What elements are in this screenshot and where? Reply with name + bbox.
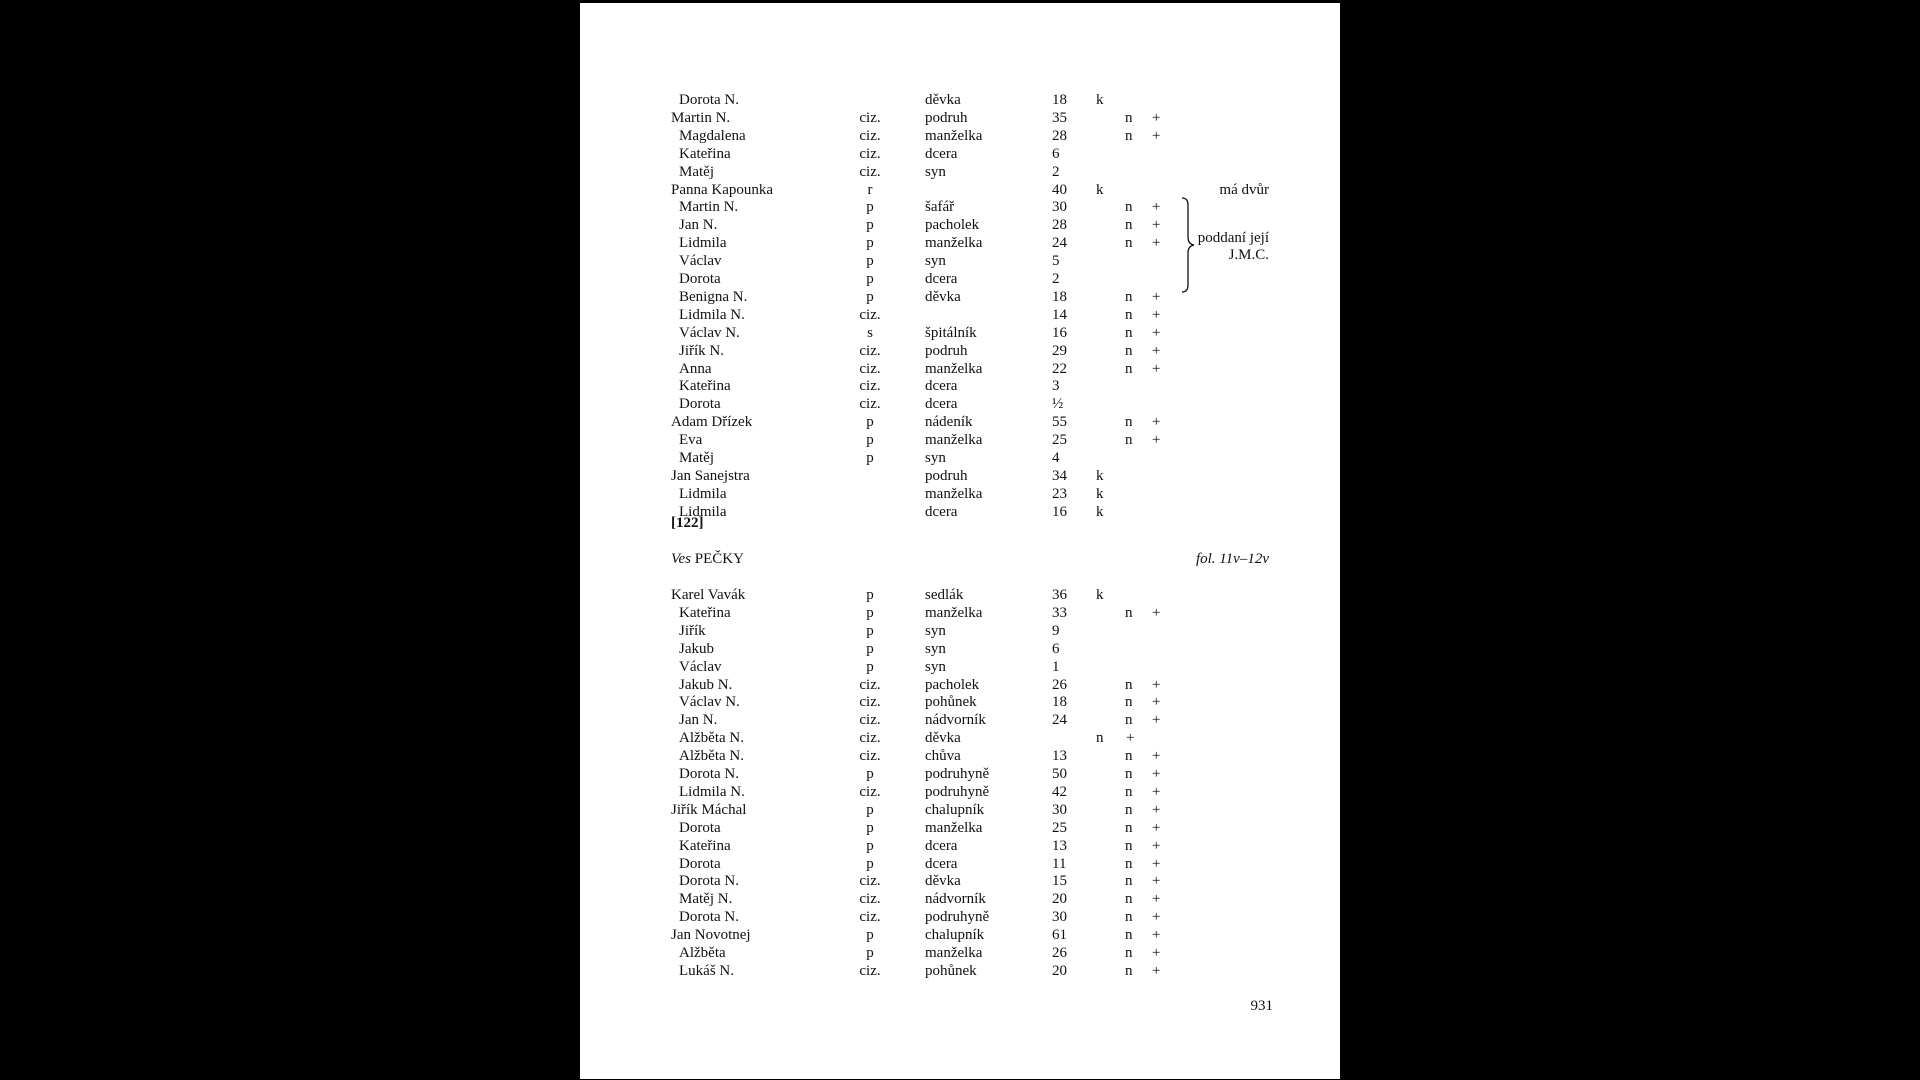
table-row: [580, 360, 1340, 378]
n-mark: +: [1126, 730, 1135, 747]
status-code-text: ciz.: [859, 694, 881, 711]
table-row: [580, 944, 1340, 962]
status-code-text: ciz.: [859, 962, 881, 979]
status-code-text: p: [866, 622, 874, 639]
status-code-text: p: [866, 288, 874, 305]
person-name: Václav N.: [679, 694, 740, 711]
n-mark: n: [1125, 127, 1133, 144]
village-name: PEČKY: [694, 551, 744, 567]
table-row: [580, 819, 1340, 837]
brace-note-line-2: J.M.C.: [1228, 247, 1269, 263]
plus-mark: +: [1152, 891, 1161, 908]
status-code-text: ciz.: [859, 396, 881, 413]
role: manželka: [925, 945, 983, 961]
plus-mark: +: [1152, 288, 1161, 305]
table-row: [580, 908, 1340, 926]
role: pohůnek: [925, 694, 977, 711]
person-name: Jan Sanejstra: [671, 467, 750, 484]
plus-mark: +: [1152, 432, 1161, 449]
status-code-text: p: [866, 217, 874, 234]
role: nádvorník: [925, 712, 986, 729]
age: 18: [1052, 288, 1067, 305]
row-note: má dvůr: [1219, 181, 1269, 198]
n-mark: n: [1125, 324, 1133, 341]
role: dcera: [925, 855, 958, 872]
role: syn: [925, 450, 946, 466]
person-name: Kateřina: [679, 837, 731, 854]
table-row: [580, 962, 1340, 980]
age: 40: [1052, 181, 1067, 198]
status-code-text: p: [866, 604, 874, 621]
village-heading: [580, 550, 1340, 568]
status-code-text: p: [866, 819, 874, 836]
person-name: Matěj: [679, 163, 714, 180]
person-name: Jiřík Máchal: [671, 801, 747, 818]
age: ½: [1052, 396, 1064, 413]
status-code-text: p: [866, 837, 874, 854]
status-code-text: p: [866, 199, 874, 216]
person-name: Dorota: [679, 271, 721, 287]
plus-mark: +: [1152, 819, 1161, 836]
age: 18: [1052, 92, 1067, 108]
table-row: [580, 270, 1340, 288]
role: podruh: [925, 342, 968, 359]
age: 30: [1052, 909, 1067, 926]
folio-reference: fol. 11v–12v: [1195, 551, 1269, 567]
role: manželka: [925, 604, 983, 621]
role: chůva: [925, 748, 961, 765]
plus-mark: +: [1152, 837, 1161, 854]
role: nádvorník: [925, 891, 986, 908]
person-name: Magdalena: [679, 127, 746, 144]
table-row: [580, 109, 1340, 127]
house-number-row: [580, 514, 1340, 532]
n-mark: n: [1125, 288, 1133, 305]
person-name: Martin N.: [679, 199, 739, 216]
n-mark: n: [1125, 783, 1133, 800]
status-code-text: ciz.: [859, 127, 881, 144]
role: špitálník: [925, 324, 977, 341]
age: 35: [1052, 109, 1067, 126]
role: dcera: [925, 378, 958, 395]
page-number: 931: [1250, 998, 1273, 1014]
village-prefix: Ves: [671, 551, 691, 567]
n-mark: n: [1125, 909, 1133, 926]
age: 13: [1052, 748, 1067, 765]
person-name: Václav: [679, 658, 722, 675]
age: 16: [1052, 503, 1067, 520]
age: 24: [1052, 712, 1067, 729]
plus-mark: +: [1152, 127, 1161, 144]
role: podruhyně: [925, 783, 990, 800]
table-row: [580, 485, 1340, 503]
person-name: Jan N.: [679, 712, 718, 729]
plus-mark: +: [1152, 676, 1161, 693]
status-code-text: ciz.: [859, 306, 881, 323]
age: 28: [1052, 217, 1067, 234]
person-name: Dorota: [679, 855, 721, 872]
table-row: [580, 676, 1340, 694]
table-row: [580, 181, 1340, 199]
table-row: [580, 658, 1340, 676]
k-mark: n: [1096, 730, 1104, 747]
table-row: [580, 163, 1340, 181]
person-name: Alžběta N.: [679, 730, 744, 747]
plus-mark: +: [1152, 360, 1161, 377]
n-mark: n: [1125, 962, 1133, 979]
status-code-text: r: [867, 181, 873, 198]
table-row: [580, 890, 1340, 908]
n-mark: n: [1125, 712, 1133, 729]
n-mark: n: [1125, 109, 1133, 126]
age: 25: [1052, 432, 1067, 449]
table-row: [580, 693, 1340, 711]
person-name: Václav: [679, 253, 722, 270]
n-mark: n: [1125, 694, 1133, 711]
age: 23: [1052, 485, 1067, 502]
person-name: Alžběta: [679, 945, 726, 961]
person-name: Jan N.: [679, 217, 718, 234]
plus-mark: +: [1152, 342, 1161, 359]
plus-mark: +: [1152, 783, 1161, 800]
age: 11: [1052, 855, 1067, 872]
age: 2: [1052, 271, 1060, 287]
n-mark: n: [1125, 676, 1133, 693]
n-mark: n: [1125, 945, 1133, 961]
table-row: [580, 711, 1340, 729]
plus-mark: +: [1152, 694, 1161, 711]
role: syn: [925, 253, 946, 270]
person-name: Panna Kapounka: [671, 181, 774, 198]
person-name: Eva: [679, 432, 703, 449]
role: syn: [925, 163, 946, 180]
plus-mark: +: [1152, 909, 1161, 926]
status-code-text: p: [866, 587, 874, 603]
age: 16: [1052, 324, 1067, 341]
person-name: Kateřina: [679, 378, 731, 395]
table-row: [580, 801, 1340, 819]
brace-note: [1198, 230, 1269, 264]
plus-mark: +: [1152, 199, 1161, 216]
person-name: Jiřík N.: [679, 342, 724, 359]
table-row: [580, 640, 1340, 658]
age: 26: [1052, 945, 1067, 961]
n-mark: n: [1125, 748, 1133, 765]
role: dcera: [925, 503, 958, 520]
n-mark: n: [1125, 360, 1133, 377]
status-code-text: ciz.: [859, 783, 881, 800]
k-mark: k: [1096, 587, 1104, 603]
role: manželka: [925, 360, 983, 377]
role: pacholek: [925, 217, 980, 234]
role: syn: [925, 640, 946, 657]
age: 29: [1052, 342, 1067, 359]
age: 14: [1052, 306, 1067, 323]
role: chalupník: [925, 801, 985, 818]
status-code-text: ciz.: [859, 360, 881, 377]
status-code-text: ciz.: [859, 748, 881, 765]
role: děvka: [925, 873, 961, 890]
n-mark: n: [1125, 432, 1133, 449]
n-mark: n: [1125, 766, 1133, 782]
role: chalupník: [925, 927, 985, 944]
table-row: [580, 324, 1340, 342]
plus-mark: +: [1152, 109, 1161, 126]
table-row: [580, 622, 1340, 640]
role: manželka: [925, 819, 983, 836]
person-name: Lidmila: [679, 485, 727, 502]
status-code-text: ciz.: [859, 712, 881, 729]
n-mark: n: [1125, 837, 1133, 854]
table-row: [580, 288, 1340, 306]
age: 6: [1052, 145, 1060, 162]
n-mark: n: [1125, 199, 1133, 216]
k-mark: k: [1096, 467, 1104, 484]
status-code-text: p: [866, 271, 874, 287]
n-mark: n: [1125, 604, 1133, 621]
age: 15: [1052, 873, 1067, 890]
role: pacholek: [925, 676, 980, 693]
person-name: Kateřina: [679, 604, 731, 621]
status-code-text: p: [866, 253, 874, 270]
table-row: [580, 342, 1340, 360]
right-brace-icon: [1181, 197, 1195, 293]
document-page: [580, 3, 1340, 1079]
role: děvka: [925, 288, 961, 305]
n-mark: n: [1125, 891, 1133, 908]
status-code-text: s: [867, 324, 873, 341]
status-code-text: p: [866, 801, 874, 818]
role: šafář: [925, 199, 955, 216]
table-row: [580, 855, 1340, 873]
table-row: [580, 127, 1340, 145]
status-code-text: p: [866, 927, 874, 944]
status-code-text: p: [866, 766, 874, 782]
n-mark: n: [1125, 855, 1133, 872]
person-name: Lidmila N.: [679, 306, 745, 323]
status-code-text: p: [866, 450, 874, 466]
age: 18: [1052, 694, 1067, 711]
age: 33: [1052, 604, 1067, 621]
age: 30: [1052, 199, 1067, 216]
role: manželka: [925, 127, 983, 144]
plus-mark: +: [1152, 324, 1161, 341]
age: 5: [1052, 253, 1060, 270]
role: podruhyně: [925, 909, 990, 926]
n-mark: n: [1125, 306, 1133, 323]
person-name: Matěj: [679, 450, 714, 466]
k-mark: k: [1096, 503, 1104, 520]
n-mark: n: [1125, 342, 1133, 359]
age: 24: [1052, 235, 1067, 252]
role: syn: [925, 658, 946, 675]
plus-mark: +: [1152, 235, 1161, 252]
plus-mark: +: [1152, 945, 1161, 961]
person-name: Dorota: [679, 819, 721, 836]
person-name: Lidmila: [679, 235, 727, 252]
table-row: [580, 395, 1340, 413]
n-mark: n: [1125, 873, 1133, 890]
plus-mark: +: [1152, 873, 1161, 890]
status-code-text: ciz.: [859, 909, 881, 926]
table-row: [580, 306, 1340, 324]
age: 20: [1052, 891, 1067, 908]
table-row: [580, 145, 1340, 163]
age: 30: [1052, 801, 1067, 818]
status-code-text: ciz.: [859, 378, 881, 395]
k-mark: k: [1096, 181, 1104, 198]
plus-mark: +: [1152, 855, 1161, 872]
table-row: [580, 747, 1340, 765]
status-code-text: ciz.: [859, 676, 881, 693]
status-code-text: ciz.: [859, 163, 881, 180]
table-row: [580, 604, 1340, 622]
person-name: Lidmila: [679, 503, 727, 520]
house-number: [122]: [671, 515, 704, 531]
table-row: [580, 837, 1340, 855]
person-name: Martin N.: [671, 109, 731, 126]
person-name: Jiřík: [679, 622, 706, 639]
age: 28: [1052, 127, 1067, 144]
person-name: Jakub N.: [679, 676, 733, 693]
n-mark: n: [1125, 819, 1133, 836]
person-name: Jan Novotnej: [671, 927, 751, 944]
age: 34: [1052, 467, 1067, 484]
table-row: [580, 926, 1340, 944]
age: 42: [1052, 783, 1067, 800]
k-mark: k: [1096, 485, 1104, 502]
person-name: Lidmila N.: [679, 783, 745, 800]
n-mark: n: [1125, 927, 1133, 944]
role: sedlák: [925, 587, 964, 603]
age: 2: [1052, 163, 1060, 180]
table-row: [580, 377, 1340, 395]
plus-mark: +: [1152, 927, 1161, 944]
person-name: Alžběta N.: [679, 748, 744, 765]
person-name: Václav N.: [679, 324, 740, 341]
brace-note-line-1: poddaní její: [1197, 230, 1269, 246]
status-code-text: ciz.: [859, 891, 881, 908]
table-row: [580, 467, 1340, 485]
person-name: Matěj N.: [679, 891, 733, 908]
k-mark: k: [1096, 92, 1104, 108]
n-mark: n: [1125, 235, 1133, 252]
age: 25: [1052, 819, 1067, 836]
table-row: [580, 91, 1340, 109]
person-name: Karel Vavák: [671, 587, 746, 603]
plus-mark: +: [1152, 962, 1161, 979]
person-name: Dorota N.: [679, 873, 739, 890]
table-row: [580, 586, 1340, 604]
status-code-text: ciz.: [859, 145, 881, 162]
table-row: [580, 413, 1340, 431]
status-code-text: p: [866, 432, 874, 449]
table-row: [580, 449, 1340, 467]
age: 26: [1052, 676, 1067, 693]
status-code-text: ciz.: [859, 342, 881, 359]
person-name: Anna: [679, 360, 712, 377]
age: 4: [1052, 450, 1060, 466]
role: manželka: [925, 432, 983, 449]
table-row: [580, 872, 1340, 890]
status-code-text: p: [866, 855, 874, 872]
plus-mark: +: [1152, 414, 1161, 431]
status-code-text: p: [866, 640, 874, 657]
plus-mark: +: [1152, 801, 1161, 818]
village-title: [671, 550, 744, 568]
role: syn: [925, 622, 946, 639]
role: nádeník: [925, 414, 973, 431]
plus-mark: +: [1152, 306, 1161, 323]
plus-mark: +: [1152, 748, 1161, 765]
age: 13: [1052, 837, 1067, 854]
table-row: [580, 729, 1340, 747]
table-row: [580, 198, 1340, 216]
person-name: Kateřina: [679, 145, 731, 162]
age: 22: [1052, 360, 1067, 377]
role: manželka: [925, 485, 983, 502]
role: podruh: [925, 467, 968, 484]
age: 3: [1052, 378, 1060, 395]
table-row: [580, 783, 1340, 801]
n-mark: n: [1125, 217, 1133, 234]
age: 55: [1052, 414, 1067, 431]
person-name: Dorota: [679, 396, 721, 413]
person-name: Adam Dřízek: [671, 414, 753, 431]
role: pohůnek: [925, 962, 977, 979]
role: dcera: [925, 396, 958, 413]
role: děvka: [925, 730, 961, 747]
role: podruhyně: [925, 766, 990, 782]
status-code-text: ciz.: [859, 730, 881, 747]
plus-mark: +: [1152, 766, 1161, 782]
age: 20: [1052, 962, 1067, 979]
role: podruh: [925, 109, 968, 126]
person-name: Benigna N.: [679, 288, 748, 305]
person-name: Dorota N.: [679, 909, 739, 926]
status-code-text: p: [866, 414, 874, 431]
age: 6: [1052, 640, 1060, 657]
plus-mark: +: [1152, 217, 1161, 234]
person-name: Jakub: [679, 640, 714, 657]
role: dcera: [925, 837, 958, 854]
status-code-text: p: [866, 235, 874, 252]
table-row: [580, 431, 1340, 449]
status-code-text: p: [866, 945, 874, 961]
plus-mark: +: [1152, 604, 1161, 621]
age: 50: [1052, 766, 1067, 782]
role: dcera: [925, 271, 958, 287]
person-name: Dorota N.: [679, 92, 739, 108]
n-mark: n: [1125, 801, 1133, 818]
role: děvka: [925, 92, 961, 108]
age: 36: [1052, 587, 1067, 603]
person-name: Dorota N.: [679, 766, 739, 782]
status-code-text: p: [866, 658, 874, 675]
age: 1: [1052, 658, 1060, 675]
person-name: Lukáš N.: [679, 962, 734, 979]
age: 9: [1052, 622, 1060, 639]
plus-mark: +: [1152, 712, 1161, 729]
status-code-text: ciz.: [859, 109, 881, 126]
table-row: [580, 765, 1340, 783]
age: 61: [1052, 927, 1067, 944]
role: dcera: [925, 145, 958, 162]
status-code-text: ciz.: [859, 873, 881, 890]
role: manželka: [925, 235, 983, 252]
n-mark: n: [1125, 414, 1133, 431]
